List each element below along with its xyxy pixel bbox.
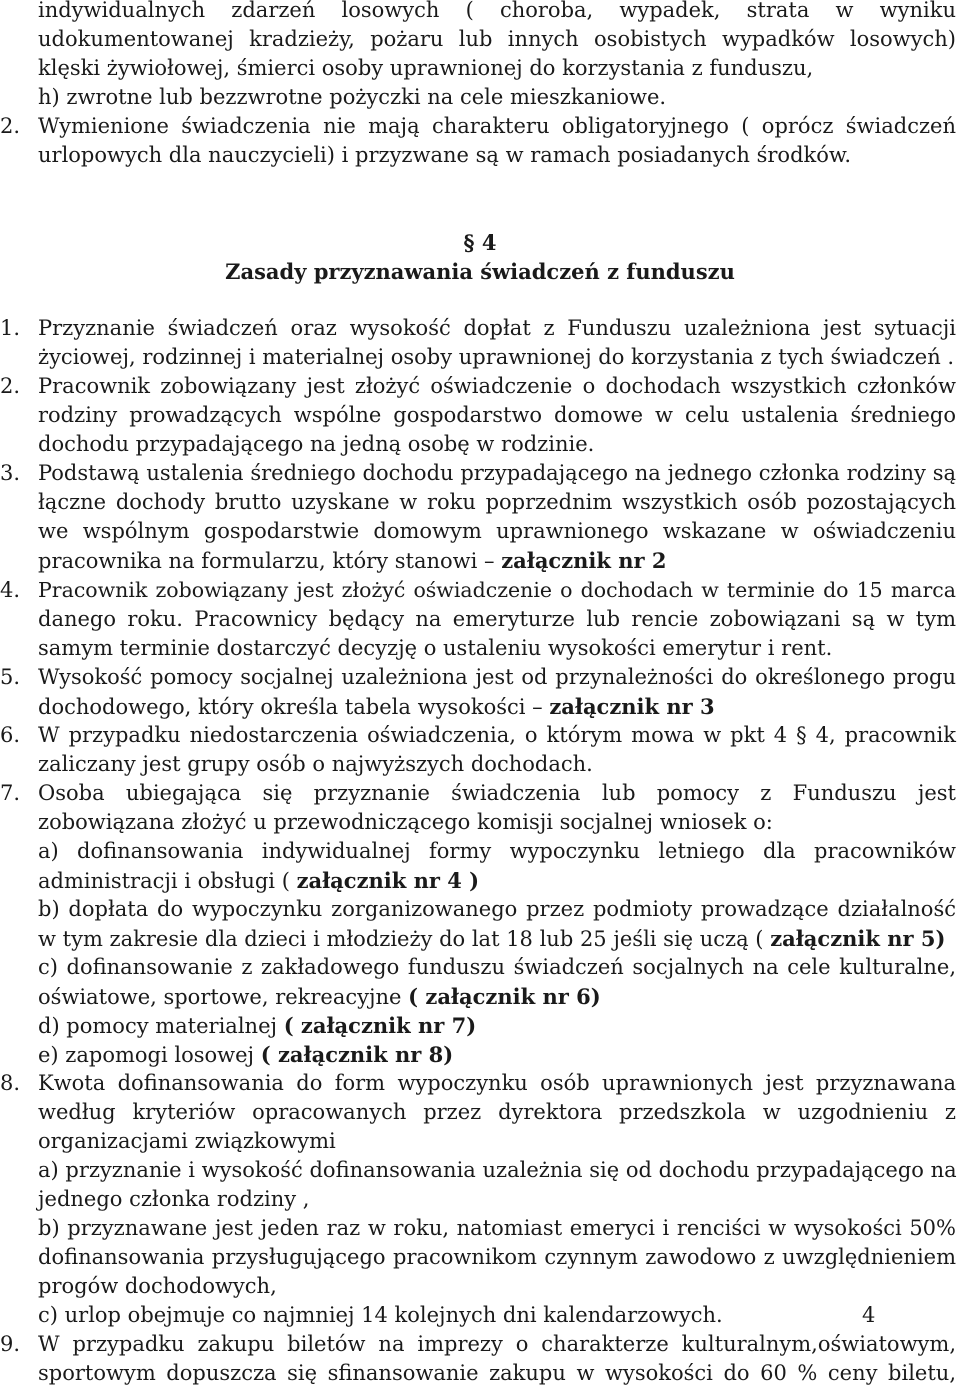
section-number	[0, 228, 960, 257]
paragraph-line: według kryteriów opracowanych przez dyrektora przedszkola w uzgodnieniu z	[38, 1100, 956, 1124]
paragraph-line: organizacjami związkowymi	[38, 1129, 336, 1153]
paragraph-line: Przyznanie świadczeń oraz wysokość dopłat z Funduszu uzależniona jest sytuacji	[38, 316, 956, 340]
paragraph-line: Osoba ubiegająca się przyznanie świadczenia lub pomocy z Funduszu jest	[38, 781, 956, 805]
list-number: 3.	[0, 461, 21, 485]
subitem-line: b) dopłata do wypoczynku zorganizowanego przez podmioty prowadzące działalność	[38, 897, 956, 921]
paragraph-line: h) zwrotne lub bezzwrotne pożyczki na cele mieszkaniowe.	[38, 85, 667, 109]
list-number: 5.	[0, 665, 21, 689]
list-number: 1.	[0, 316, 21, 340]
paragraph-line: dochodu przypadającego na jedną osobę w rodzinie.	[38, 432, 595, 456]
paragraph-line: urlopowych dla nauczycieli) i przyzwane są w ramach posiadanych środków.	[38, 143, 852, 167]
attachment-reference: ( załącznik nr 8)	[260, 1042, 454, 1067]
paragraph-line: zaliczany jest grupy osób o najwyższych dochodach.	[38, 752, 593, 776]
paragraph-line: rodziny prowadzących wspólne gospodarstwo domowe w celu ustalenia średniego	[38, 403, 956, 427]
list-number: 2.	[0, 114, 21, 138]
subitem-line: a) przyznanie i wysokość dofinansowania uzależnia się od dochodu przypadającego na	[38, 1158, 957, 1182]
subitem-line: c) urlop obejmuje co najmniej 14 kolejnych dni kalendarzowych.	[38, 1303, 723, 1327]
subitem-line: e) zapomogi losowej ( załącznik nr 8)	[38, 1042, 454, 1067]
paragraph-line: Pracownik zobowiązany jest złożyć oświadczenie o dochodach w terminie do 15 marca	[38, 578, 956, 602]
subitem-line: oświatowe, sportowe, rekreacyjne ( załącznik nr 6)	[38, 984, 601, 1009]
attachment-reference: załącznik nr 5)	[770, 926, 946, 951]
paragraph-line: samym terminie dostarczyć decyzję o ustaleniu wysokości emerytur i rent.	[38, 636, 833, 660]
paragraph-line: Kwota dofinansowania do form wypoczynku osób uprawnionych jest przyznawana	[38, 1071, 956, 1095]
list-number: 4.	[0, 578, 21, 602]
page-number: 4	[862, 1303, 876, 1327]
subitem-line: jednego członka rodziny ,	[38, 1187, 310, 1211]
paragraph-line: łączne dochody brutto uzyskane w roku poprzednim wszystkich osób pozostających	[38, 490, 956, 514]
attachment-reference: ( załącznik nr 7)	[283, 1013, 477, 1038]
attachment-reference: ( załącznik nr 6)	[408, 984, 601, 1009]
list-number: 2.	[0, 374, 21, 398]
subitem-line: b) przyznawane jest jeden raz w roku, natomiast emeryci i renciści w wysokości 50%	[38, 1216, 956, 1240]
list-number: 7.	[0, 781, 21, 805]
paragraph-line: pracownika na formularzu, który stanowi – załącznik nr 2	[38, 548, 667, 573]
paragraph-line: dochodowego, który określa tabela wysokości – załącznik nr 3	[38, 694, 715, 719]
attachment-reference: załącznik nr 2	[501, 548, 667, 573]
section-number-value: 4	[481, 230, 497, 255]
subitem-line: a) dofinansowania indywidualnej formy wypoczynku letniego dla pracowników	[38, 839, 956, 863]
paragraph-line: Pracownik zobowiązany jest złożyć oświadczenie o dochodach wszystkich członków	[38, 374, 956, 398]
subitem-line: progów dochodowych,	[38, 1274, 277, 1298]
subitem-line: w tym zakresie dla dzieci i młodzieży do lat 18 lub 25 jeśli się uczą ( załącznik nr 5)	[38, 926, 946, 951]
paragraph-line: danego roku. Pracownicy będący na emeryturze lub rencie zobowiązani są w tym	[38, 607, 956, 631]
list-number: 9.	[0, 1332, 21, 1356]
subitem-line: c) dofinansowanie z zakładowego funduszu świadczeń socjalnych na cele kulturalne,	[38, 955, 956, 979]
subitem-line: d) pomocy materialnej ( załącznik nr 7)	[38, 1013, 477, 1038]
paragraph-line: klęski żywiołowej, śmierci osoby uprawnionej do korzystania z funduszu,	[38, 56, 814, 80]
attachment-reference: załącznik nr 4 )	[296, 868, 480, 893]
paragraph-line: udokumentowanej kradzieży, pożaru lub innych osobistych wypadków losowych)	[38, 27, 956, 51]
paragraph-line: życiowej, rodzinnej i materialnej osoby uprawnionej do korzystania z tych świadczeń .	[38, 345, 955, 369]
paragraph-line: zobowiązana złożyć u przewodniczącego komisji socjalnej wniosek o:	[38, 810, 773, 834]
subitem-line: administracji i obsługi ( załącznik nr 4 )	[38, 868, 480, 893]
subitem-line: dofinansowania przysługującego pracownikom czynnym zawodowo z uwzględnieniem	[38, 1245, 956, 1269]
paragraph-line: Wysokość pomocy socjalnej uzależniona jest od przynależności do określonego progu	[38, 665, 956, 689]
paragraph-line: we wspólnym gospodarstwie domowym uprawnionego wskazane w oświadczeniu	[38, 519, 956, 543]
paragraph-line: Wymienione świadczenia nie mają charakteru obligatoryjnego ( oprócz świadczeń	[38, 114, 956, 138]
attachment-reference: załącznik nr 3	[549, 694, 715, 719]
paragraph-line: W przypadku niedostarczenia oświadczenia, o którym mowa w pkt 4 § 4, pracownik	[38, 723, 956, 747]
list-number: 8.	[0, 1071, 21, 1095]
section-symbol: §	[463, 230, 475, 255]
paragraph-line: sportowym dopuszcza się sfinansowanie zakupu w wysokości do 60 % ceny biletu,	[38, 1361, 956, 1385]
paragraph-line: W przypadku zakupu biletów na imprezy o charakterze kulturalnym,oświatowym,	[38, 1332, 956, 1356]
list-number: 6.	[0, 723, 21, 747]
paragraph-line: Podstawą ustalenia średniego dochodu przypadającego na jednego członka rodziny są	[38, 461, 956, 485]
section-title: Zasady przyznawania świadczeń z funduszu	[225, 259, 735, 284]
paragraph-line: indywidualnych zdarzeń losowych ( choroba, wypadek, strata w wyniku	[38, 0, 956, 22]
